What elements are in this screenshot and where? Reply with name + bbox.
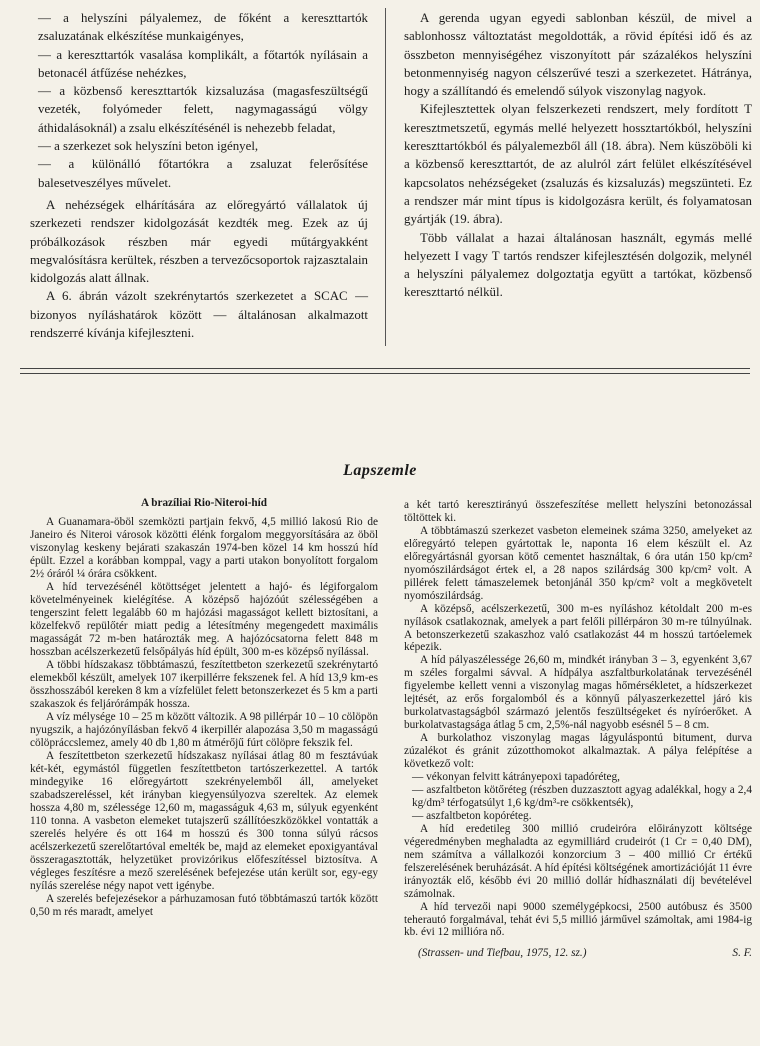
source-citation: (Strassen- und Tiefbau, 1975, 12. sz.) (418, 947, 587, 960)
list-item: — vékonyan felvitt kátrányepoxi tapadóréteg, (412, 771, 620, 784)
paragraph: A többtámaszú szerkezet vasbeton elemeinek száma 3250, amelyeket az előregyártó telepen gyártottak le, naponta 16 elem készült el. Az előregyártásnál gyorsan kötő cementet használtak, 6 óra után 150 kp/cm² nyomószilárdságot értek el, a 28 napos szilárdság 300 kp/cm² volt. A pillérek felett támaszelemek betonjánál 350 kp/cm² volt a megkövetelt nyomószilárdság. (404, 524, 752, 602)
paragraph: A híd pályaszélessége 26,60 m, mindkét irányban 3 – 3, egyenként 3,67 m széles forgalmi sávval. A hídpálya aszfaltburkolatának tervezésénél figyelembe kellett venni a viszonylag magas hőmérsékletet, a hídszerkezet lejtését, az erős forgalomból és a könnyű pályaszerkezettel járó kis burkolatvastagságból származó jelentős feszültségeket és nyíróerőket. A burkolatvastagsága átlag 5 cm, 2,5%-nál nagyobb esésnél 5 – 8 cm. (404, 654, 752, 732)
article-title: A brazíliai Rio-Niteroi-híd (141, 497, 267, 509)
paragraph: A Guanamara-öböl szemközti partjain fekvő, 4,5 millió lakosú Rio de Janeiro és Niteroi városok közötti élénk forgalom meggyorsítására az öböl viszonylag keskeny bejárati szakaszán 1974-ben közel 14 km hosszú híd épült. Ezzel a korábban komppal, vagy a parti utakon bonyolított forgalom 2½ óráról ¼ órára csökkent. (30, 516, 378, 580)
paragraph: A középső, acélszerkezetű, 300 m-es nyíláshoz kétoldalt 200 m-es nyílások csatlakoznak, amelyek a part felőli pillérpáron 30 m-re túlnyúlnak. A betonszerkezetű szakaszhoz való csatlakozást 44 m hosszú tartóelemek képezik. (404, 602, 752, 654)
top-right-column (404, 9, 752, 302)
section-divider (20, 373, 750, 374)
list-item: — a közbenső kereszttartók kizsaluzása (magasfeszültségű vezeték, folyómeder felett, nagymagasságú völgy áthidalásoknál) a zsalu elkészítésénél is nehezebb feladat, (38, 84, 368, 135)
paragraph: A híd eredetileg 300 millió crudeiróra előirányzott költsége végeredményben meghaladta az egymilliárd crudeirót (1 Cr = 0,40 DM), nem számítva a vállalkozói konzorcium 3 – 400 millió Cr értékű felszerelésének beruházását. A híd építési költségének amortizációját 11 évre irányozták elő, később évi 20 millió dollár hídhasználati díj bevételével számolnak. (404, 822, 752, 900)
list-item: — aszfaltbeton kopóréteg. (412, 809, 532, 822)
paragraph: A híd tervezésénél kötöttséget jelentett a hajó- és légiforgalom követelményeinek kielégítése. A középső hajózóút szélességében a tengerszint felett legalább 60 m hajózási magasságot kellett biztosítani, a közelfekvő repülőtér miatt pedig a létesítmény megengedett maximális magasságát 72 m-ben határozták meg. A hajózócsatorna felett 848 m hosszban acélszerkezetű felsőpályás híd épült, 300 m-es középső nyílással. (30, 580, 378, 658)
list-item: — a szerkezet sok helyszíni beton igényel, (38, 139, 259, 154)
list-item: — a helyszíni pályalemez, de főként a kereszttartók zsaluzatának elkészítése munkaigényes, (38, 11, 368, 44)
list-item: — aszfaltbeton kötőréteg (részben duzzasztott agyag adalékkal, hogy a 2,4 kg/dm³ térfogatsúlyt 1,6 kg/dm³-re csökkentsék), (412, 783, 752, 809)
author-signature: S. F. (732, 947, 752, 960)
paragraph: A többi hídszakasz többtámaszú, feszítettbeton szerkezetű szekrénytartó elemekből készült, amelyek 107 ikerpillérre fekszenek fel. A híd 13,9 km-es összhosszából kereken 8 km a vízfelület felett betonszerkezet és 5 km a parti szakaszok és feljárórámpák hossza. (30, 658, 378, 710)
paragraph: Kifejlesztettek olyan felszerkezeti rendszert, mely fordított T keresztmetszetű, egymás mellé helyezett hossztartókból, helyszíni kereszttartókból és pályalemezből áll (18. ábra). Nem küszöböli ki a közbenső kereszttartót, de az alulról zárt felület elkészítésével kapcsolatos nehézségeket (zsaluzás és kizsaluzás) megszünteti. Ez a rendszer már mint típus is kidolgozásra került, és folyamatosan gyártják (19. ábra). (404, 102, 752, 227)
paragraph: A szerelés befejezésekor a párhuzamosan futó többtámaszú tartók között 0,50 m rés maradt, amelyet (30, 892, 378, 918)
section-divider (20, 368, 750, 369)
top-left-column (30, 9, 368, 342)
list-item: — a különálló főtartókra a zsaluzat felerősítése balesetveszélyes művelet. (38, 157, 368, 190)
column-divider (385, 8, 386, 346)
article-right-column (404, 499, 752, 960)
paragraph: A gerenda ugyan egyedi sablonban készül, de mivel a sablonhossz változtatást megoldották, a rövid építési idő és az összbeton mennyiségéhez viszonyított pár százalékos helyszíni betonmennyiség nagyon célszerűvé teszi a szerkezetet. Hátránya, hogy a szállítandó és emelendő súlyok viszonylag nagyok. (404, 11, 752, 99)
paragraph: A híd tervezői napi 9000 személygépkocsi, 2500 autóbusz és 3500 teherautó forgalmával, tehát évi 5,5 millió járművel számoltak, ami 1984-ig kb. évi 12 millióra nő. (404, 900, 752, 939)
article-left-column (30, 516, 378, 919)
paragraph: A nehézségek elhárítására az előregyártó vállalatok új szerkezeti rendszer kidolgozását kezdték meg. Ezek az új próbálkozások részben már egyedi műtárgyakként megvalósításra kerültek, részben a tervezőcsoportok rajzasztalain kidolgozás alatt állnak. (30, 197, 368, 286)
paragraph: Több vállalat a hazai általánosan használt, egymás mellé helyezett I vagy T tartós rendszer kifejlesztésén dolgozik, melynél a helyszíni pályalemez dolgoztatja együtt a tartókat, közbenső kereszttartó nélkül. (404, 230, 752, 300)
paragraph: a két tartó keresztirányú összefeszítése mellett helyszíni betonozással töltöttek ki. (404, 499, 752, 524)
paragraph: A burkolathoz viszonylag magas lágyuláspontú bitument, durva zúzalékot és gránit zúzotthomokot alkalmaztak. A pálya felépítése a következő volt: (404, 732, 752, 771)
source-line (404, 947, 752, 960)
paragraph: A víz mélysége 10 – 25 m között változik. A 98 pillérpár 10 – 10 cölöpön nyugszik, a hajózónyílásban fekvő 4 ikerpillér alapozása 3,50 m magasságú cölöpráccslemez, amely 40 db 1,80 m átmérőjű fúrt cölöpre fekszik fel. (30, 710, 378, 749)
paragraph: A feszítettbeton szerkezetű hídszakasz nyílásai átlag 80 m fesztávúak két-két, egymástól független feszítettbeton tartószerkezettel. A tartók mindegyike 16 előregyártott szekrényelemből áll, amelyeket szabadszereléssel, két irányban kiegyensúlyozva szereltek. Az elemek hossza 4,80 m, szélessége 12,60 m, magasságuk 4,63 m, súlyuk egyenként 110 tonna. A vasbeton elemeket tutajszerű szállítóeszközökkel vontatták a szerelés helyére és ott 164 m hosszú és 300 tonna súlyú rácsos acélszerkezetű szerelőtartóval emelték be, majd az elemeket epoxigyantával összeragasztották, helyzetüket provizórikus előfeszítéssel biztosítva. A végleges feszítésre a mező szerelésének befejezése után került sor, egy-egy nyílás szerelése négy napot vett igénybe. (30, 749, 378, 892)
list-item: — a kereszttartók vasalása komplikált, a főtartók nyílásain a betonacél átfűzése nehézkes, (38, 47, 368, 80)
section-title: Lapszemle (343, 462, 417, 479)
paragraph: A 6. ábrán vázolt szekrénytartós szerkezetet a SCAC — bizonyos nyíláshatárok között — általánosan alkalmazott rendszerré kívánja kifejleszteni. (30, 289, 368, 341)
